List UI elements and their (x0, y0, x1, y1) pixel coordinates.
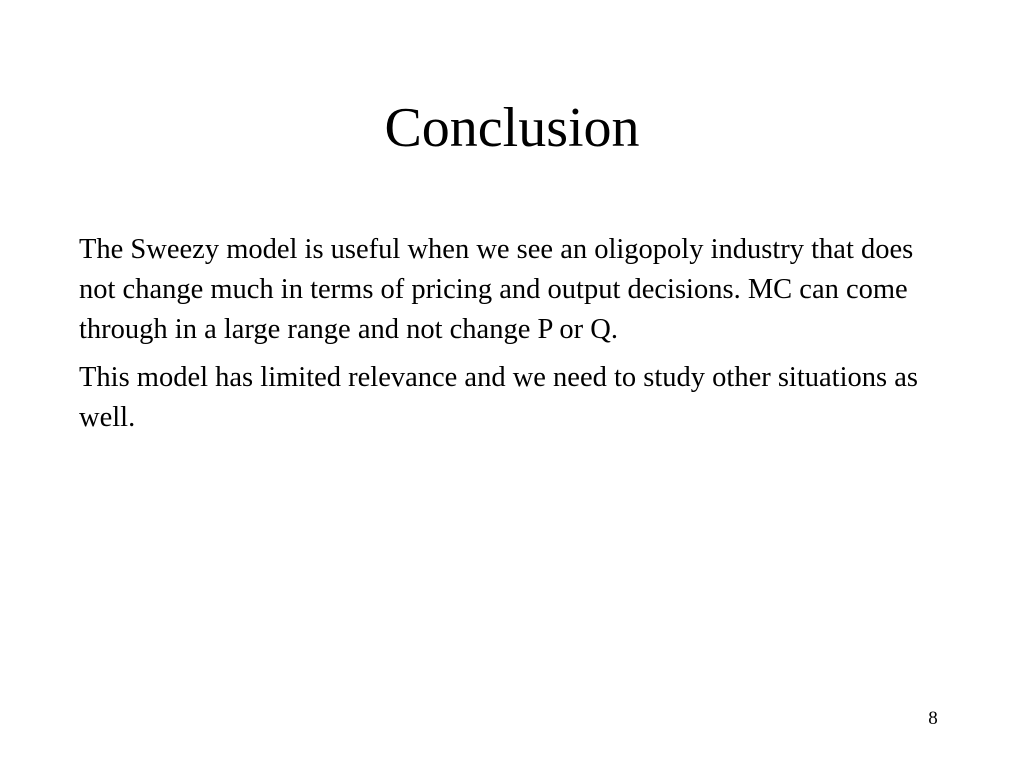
slide-body (79, 230, 939, 446)
body-paragraph-1: The Sweezy model is useful when we see an oligopoly industry that does not change much in terms of pricing and output decisions. MC can come through in a large range and not change P or Q. (79, 234, 914, 345)
slide-number: 8 (928, 708, 938, 729)
slide-title: Conclusion (384, 97, 640, 159)
body-paragraph-2: This model has limited relevance and we need to study other situations as well. (79, 362, 918, 433)
